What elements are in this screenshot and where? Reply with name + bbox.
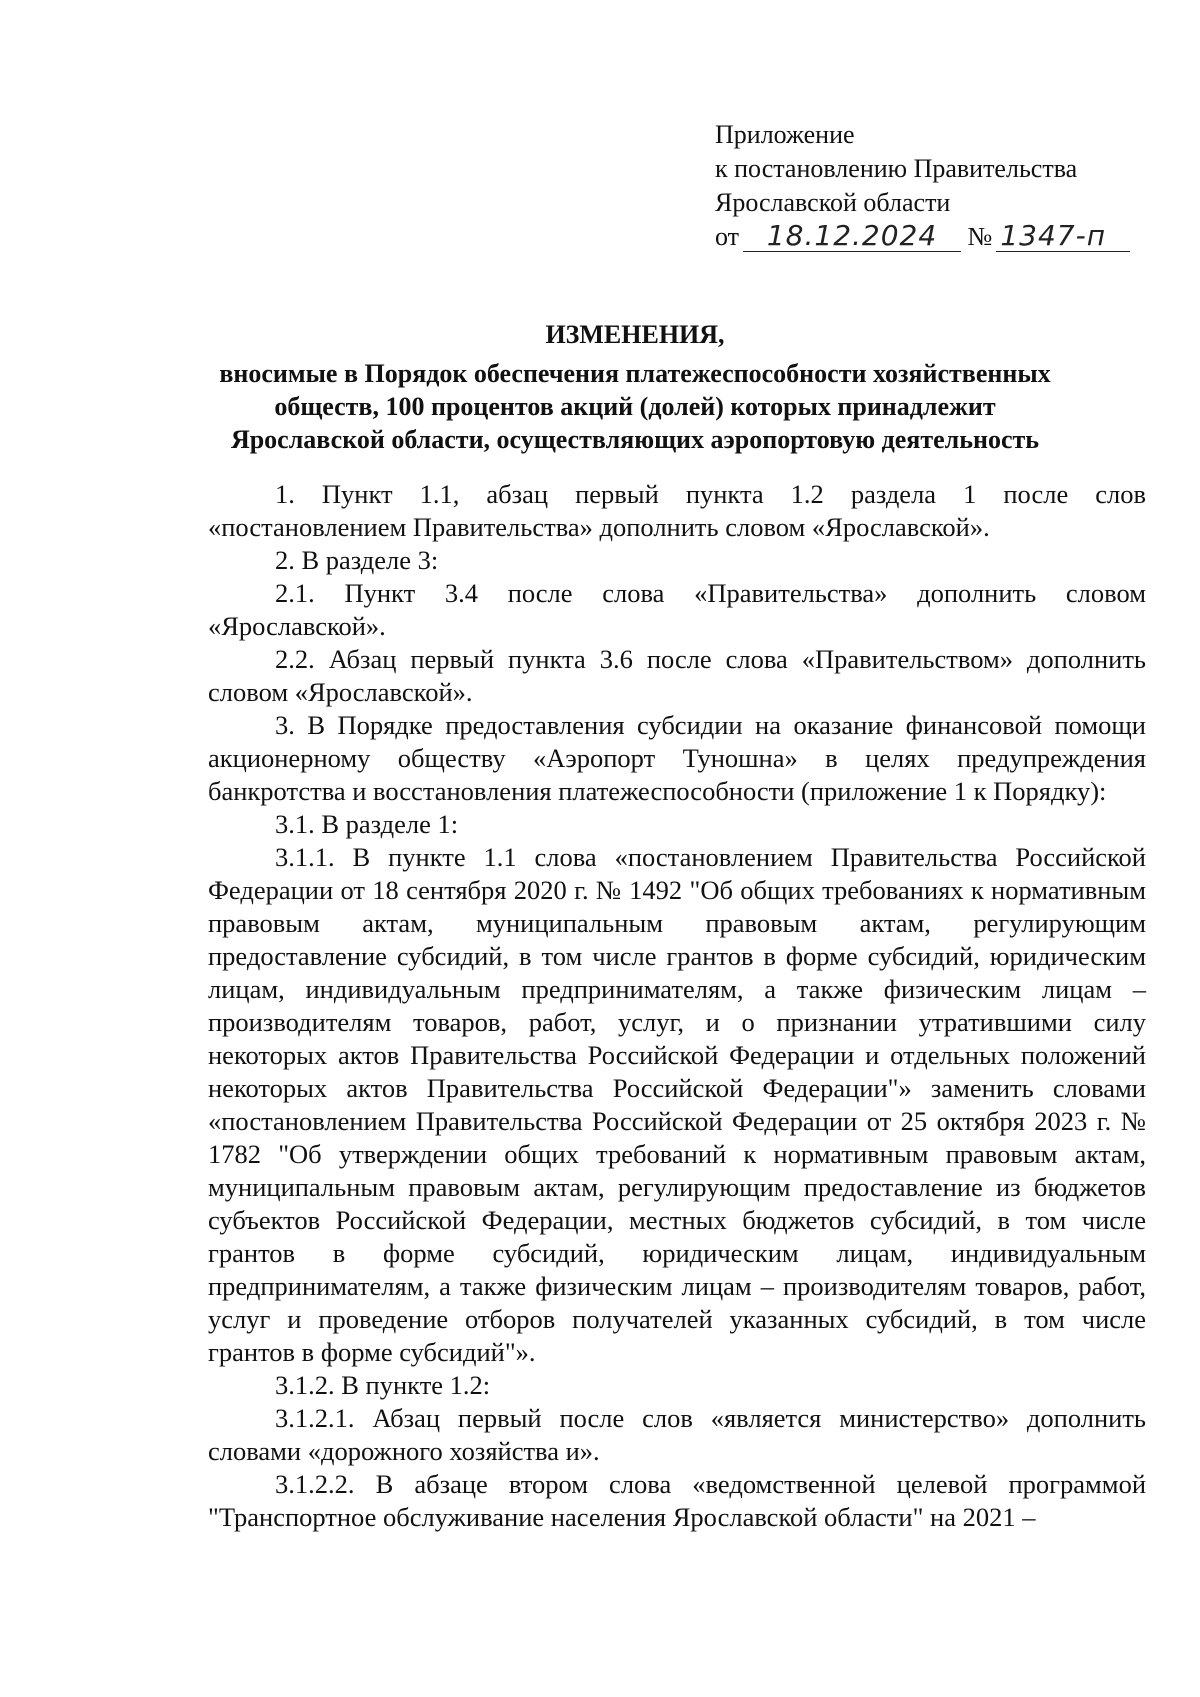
paragraph: 3.1.1. В пункте 1.1 слова «постановлением Правительства Российской Федерации от 18 сентября 2020 г. № 1492 "Об общих требованиях к нормативным правовым актам, муниципальным правовым актам, регулирующим предоставление субсидий, в том числе грантов в форме субсидий, юридическим лицам, индивидуальным предпринимателям, а также физическим лицам – производителям товаров, работ, услуг, и о признании утратившими силу некоторых актов Правительства Российской Федерации и отдельных положений некоторых актов Правительства Российской Федерации"» заменить словами «постановлением Правительства Российской Федерации от 25 октября 2023 г. № 1782 "Об утверждении общих требований к нормативным правовым актам, муниципальным правовым актам, регулирующим предоставление из бюджетов субъектов Российской Федерации, местных бюджетов субсидий, в том числе грантов в форме субсидий, юридическим лицам, индивидуальным предпринимателям, а также физическим лицам – производителям товаров, работ, услуг и проведение отборов получателей указанных субсидий, в том числе грантов в форме субсидий"». (208, 842, 1146, 1367)
appendix-block (715, 118, 1135, 258)
document-title: ИЗМЕНЕНИЯ, (545, 320, 725, 349)
appendix-region: Ярославской области (715, 188, 951, 217)
paragraph: 3.1. В разделе 1: (275, 809, 459, 839)
paragraph: 2.1. Пункт 3.4 после слова «Правительства» дополнить словом «Ярославской». (208, 578, 1146, 641)
paragraph: 2. В разделе 3: (275, 545, 439, 575)
document-subtitle-line: вносимые в Порядок обеспечения платежеспособности хозяйственных (219, 359, 1051, 388)
paragraph: 1. Пункт 1.1, абзац первый пункта 1.2 раздела 1 после слов «постановлением Правительства» дополнить словом «Ярославской». (208, 479, 1146, 542)
paragraph: 3. В Порядке предоставления субсидии на оказание финансовой помощи акционерному обществу «Аэропорт Туношна» в целях предупреждения банкротства и восстановления платежеспособности (приложение 1 к Порядку): (208, 710, 1146, 806)
appendix-date-number-row (715, 220, 1135, 258)
handwritten-number: 1347-п (996, 221, 1130, 252)
appendix-resolution-ref: к постановлению Правительства (715, 154, 1078, 183)
paragraph: 2.2. Абзац первый пункта 3.6 после слова «Правительством» дополнить словом «Ярославской». (208, 644, 1146, 707)
number-label: № (967, 222, 993, 251)
document-body (208, 478, 1146, 1534)
paragraph: 3.1.2.1. Абзац первый после слов «является министерство» дополнить словами «дорожного хозяйства и». (208, 1403, 1146, 1466)
handwritten-date: 18.12.2024 (743, 221, 961, 252)
document-title-block (195, 318, 1075, 456)
document-subtitle-line: Ярославской области, осуществляющих аэропортовую деятельность (230, 425, 1040, 454)
document-subtitle-line: обществ, 100 процентов акций (долей) которых принадлежит (274, 392, 996, 421)
paragraph: 3.1.2. В пункте 1.2: (275, 1370, 491, 1400)
appendix-heading: Приложение (715, 120, 855, 149)
paragraph: 3.1.2.2. В абзаце втором слова «ведомственной целевой программой "Транспортное обслуживание населения Ярославской области" на 2021 – (208, 1469, 1146, 1532)
from-label: от (715, 222, 740, 251)
